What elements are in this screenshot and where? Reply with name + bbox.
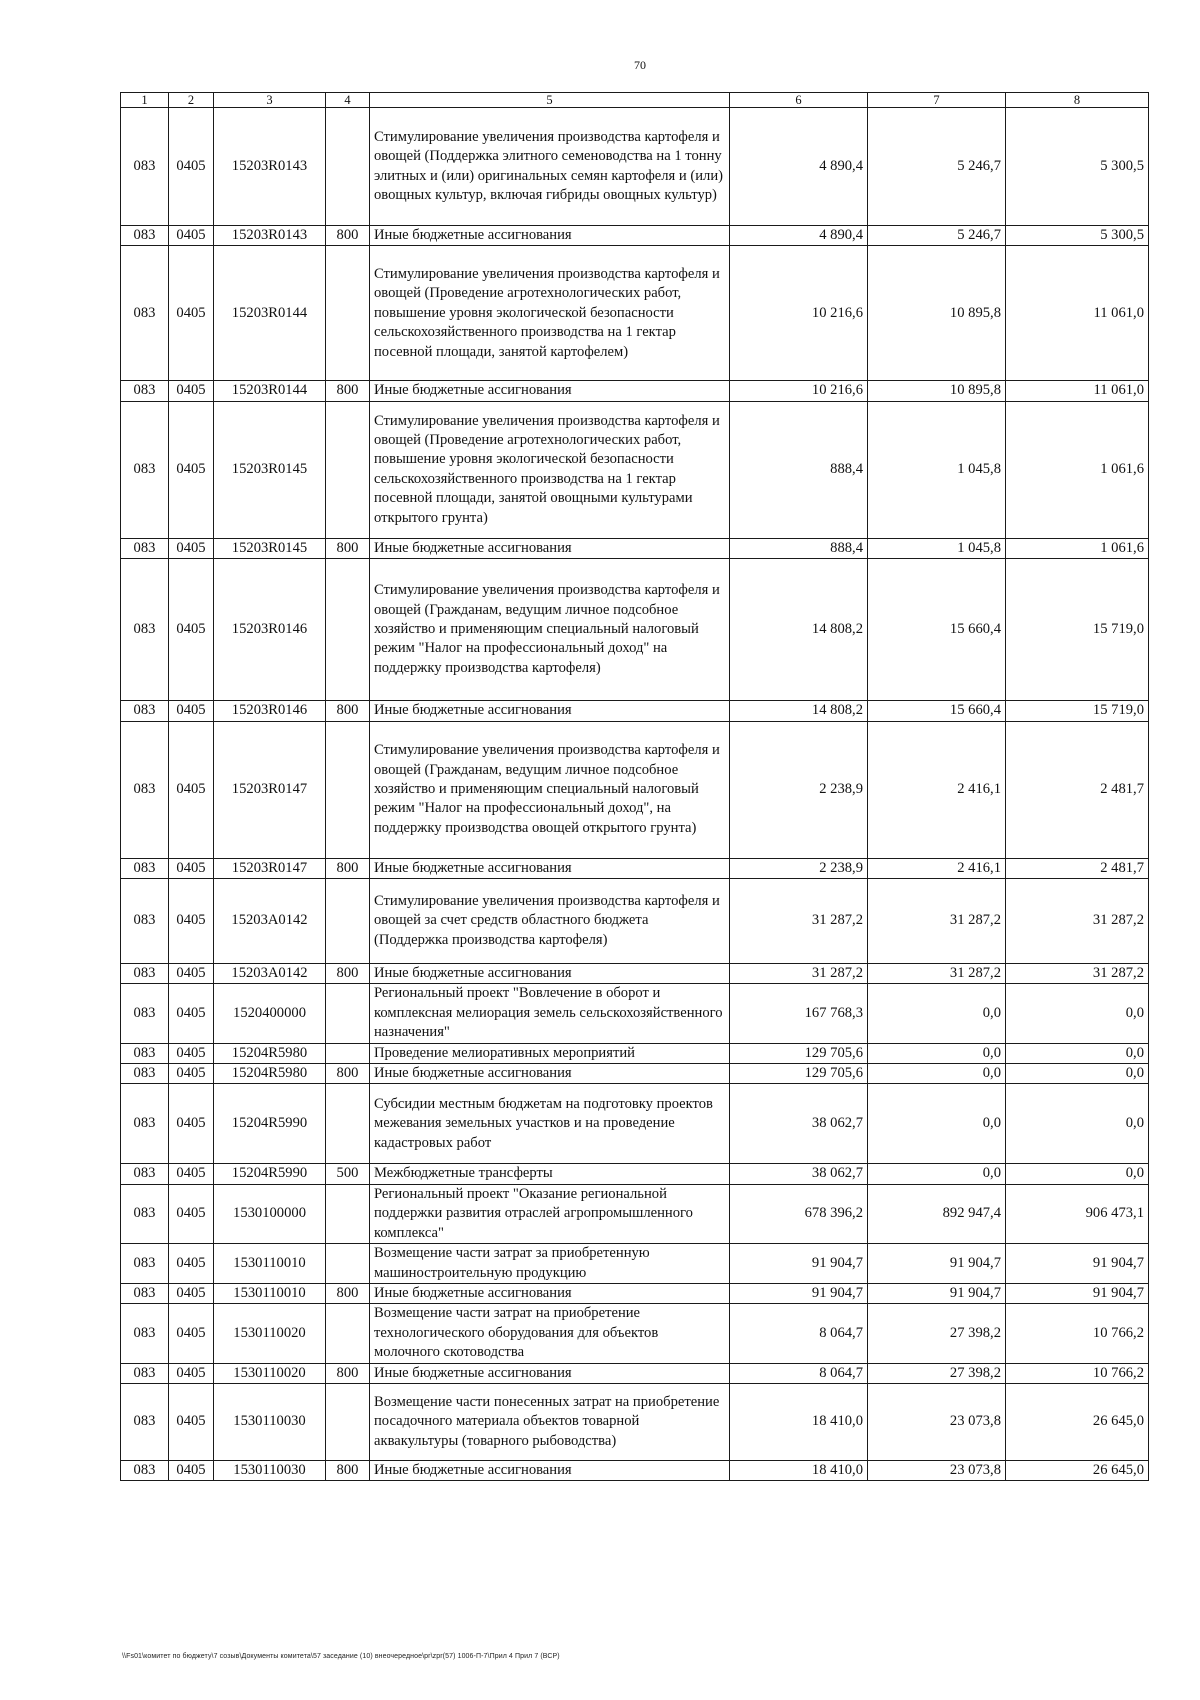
amount-year1-cell: 2 238,9 [730, 721, 868, 858]
expense-type-cell [326, 1244, 370, 1284]
amount-year1-cell: 888,4 [730, 538, 868, 558]
amount-year3-cell: 11 061,0 [1006, 246, 1149, 381]
admin-code-cell: 083 [121, 701, 169, 721]
description-cell: Иные бюджетные ассигнования [370, 964, 730, 984]
admin-code-cell: 083 [121, 401, 169, 538]
amount-year3-cell: 0,0 [1006, 1084, 1149, 1164]
description-cell: Стимулирование увеличения производства картофеля и овощей (Поддержка элитного семеноводства на 1 тонну элитных и (или) оригинальных семян картофеля и (или) овощных культур, включая гибриды овощных культур) [370, 108, 730, 226]
expense-type-cell: 500 [326, 1164, 370, 1184]
amount-year3-cell: 91 904,7 [1006, 1244, 1149, 1284]
admin-code-cell: 083 [121, 1164, 169, 1184]
target-article-cell: 1530110030 [214, 1460, 326, 1480]
expense-type-cell: 800 [326, 226, 370, 246]
description-cell: Региональный проект "Оказание региональной поддержки развития отраслей агропромышленного комплекса" [370, 1184, 730, 1243]
admin-code-cell: 083 [121, 538, 169, 558]
description-cell: Иные бюджетные ассигнования [370, 1064, 730, 1084]
admin-code-cell: 083 [121, 1084, 169, 1164]
description-cell: Региональный проект "Вовлечение в оборот и комплексная мелиорация земель сельскохозяйственного назначения" [370, 984, 730, 1043]
section-code-cell: 0405 [169, 559, 214, 701]
expense-type-cell [326, 1084, 370, 1164]
description-cell: Иные бюджетные ассигнования [370, 538, 730, 558]
target-article-cell: 15203R0145 [214, 538, 326, 558]
amount-year1-cell: 91 904,7 [730, 1283, 868, 1303]
description-cell: Возмещение части затрат на приобретение технологического оборудования для объектов молочного скотоводства [370, 1304, 730, 1363]
table-row [121, 1383, 1149, 1460]
section-code-cell: 0405 [169, 401, 214, 538]
description-cell: Стимулирование увеличения производства картофеля и овощей (Проведение агротехнологических работ, повышение уровня экологической безопасности сельскохозяйственного производства на 1 гектар посевной площади, занятой картофелем) [370, 246, 730, 381]
amount-year1-cell: 129 705,6 [730, 1043, 868, 1063]
table-row [121, 1244, 1149, 1284]
expense-type-cell [326, 879, 370, 964]
section-code-cell: 0405 [169, 1460, 214, 1480]
section-code-cell: 0405 [169, 1283, 214, 1303]
table-row [121, 226, 1149, 246]
expense-type-cell [326, 1043, 370, 1063]
amount-year1-cell: 31 287,2 [730, 964, 868, 984]
description-cell: Иные бюджетные ассигнования [370, 381, 730, 401]
section-code-cell: 0405 [169, 1244, 214, 1284]
amount-year2-cell: 10 895,8 [868, 246, 1006, 381]
expense-type-cell: 800 [326, 1460, 370, 1480]
amount-year1-cell: 18 410,0 [730, 1383, 868, 1460]
footer-file-path: \\Fs01\комитет по бюджету\7 созыв\Документы комитета\57 заседание (10) внеочередное\pr\zpr(57) 1006-П-7\Прил 4 Прил 7 (ВСР) [122, 1653, 560, 1660]
target-article-cell: 1530110030 [214, 1383, 326, 1460]
amount-year3-cell: 31 287,2 [1006, 879, 1149, 964]
amount-year1-cell: 91 904,7 [730, 1244, 868, 1284]
amount-year1-cell: 10 216,6 [730, 381, 868, 401]
description-cell: Стимулирование увеличения производства картофеля и овощей (Гражданам, ведущим личное подсобное хозяйство и применяющим специальный налоговый режим "Налог на профессиональный доход" на поддержку производства картофеля) [370, 559, 730, 701]
amount-year3-cell: 1 061,6 [1006, 401, 1149, 538]
table-row [121, 1460, 1149, 1480]
page-number: 70 [634, 58, 646, 72]
description-cell: Иные бюджетные ассигнования [370, 701, 730, 721]
description-cell: Иные бюджетные ассигнования [370, 1363, 730, 1383]
column-header: 2 [169, 93, 214, 108]
admin-code-cell: 083 [121, 1184, 169, 1243]
admin-code-cell: 083 [121, 1363, 169, 1383]
amount-year1-cell: 18 410,0 [730, 1460, 868, 1480]
expense-type-cell [326, 401, 370, 538]
amount-year1-cell: 2 238,9 [730, 858, 868, 878]
amount-year2-cell: 0,0 [868, 1064, 1006, 1084]
description-cell: Стимулирование увеличения производства картофеля и овощей за счет средств областного бюджета (Поддержка производства картофеля) [370, 879, 730, 964]
amount-year2-cell: 2 416,1 [868, 858, 1006, 878]
table-row [121, 858, 1149, 878]
description-cell: Субсидии местным бюджетам на подготовку проектов межевания земельных участков и на проведение кадастровых работ [370, 1084, 730, 1164]
expense-type-cell: 800 [326, 1283, 370, 1303]
expense-type-cell: 800 [326, 1363, 370, 1383]
description-cell: Возмещение части затрат за приобретенную машиностроительную продукцию [370, 1244, 730, 1284]
description-cell: Иные бюджетные ассигнования [370, 858, 730, 878]
target-article-cell: 1530110020 [214, 1363, 326, 1383]
section-code-cell: 0405 [169, 538, 214, 558]
target-article-cell: 15203R0146 [214, 701, 326, 721]
expense-type-cell [326, 246, 370, 381]
amount-year2-cell: 892 947,4 [868, 1184, 1006, 1243]
section-code-cell: 0405 [169, 1304, 214, 1363]
table-row [121, 1283, 1149, 1303]
target-article-cell: 1530110010 [214, 1283, 326, 1303]
table-row [121, 559, 1149, 701]
amount-year3-cell: 1 061,6 [1006, 538, 1149, 558]
expense-type-cell [326, 1304, 370, 1363]
target-article-cell: 15203R0147 [214, 721, 326, 858]
table-row [121, 1363, 1149, 1383]
expense-type-cell: 800 [326, 858, 370, 878]
section-code-cell: 0405 [169, 964, 214, 984]
table-row [121, 701, 1149, 721]
table-header-row [121, 93, 1149, 108]
amount-year3-cell: 5 300,5 [1006, 108, 1149, 226]
target-article-cell: 15203R0144 [214, 381, 326, 401]
amount-year2-cell: 0,0 [868, 1164, 1006, 1184]
column-header: 1 [121, 93, 169, 108]
amount-year1-cell: 129 705,6 [730, 1064, 868, 1084]
table-row [121, 964, 1149, 984]
target-article-cell: 15204R5990 [214, 1164, 326, 1184]
amount-year1-cell: 31 287,2 [730, 879, 868, 964]
amount-year2-cell: 23 073,8 [868, 1460, 1006, 1480]
target-article-cell: 15203R0143 [214, 108, 326, 226]
amount-year3-cell: 2 481,7 [1006, 858, 1149, 878]
budget-table [120, 92, 1149, 1481]
admin-code-cell: 083 [121, 1064, 169, 1084]
admin-code-cell: 083 [121, 559, 169, 701]
admin-code-cell: 083 [121, 226, 169, 246]
target-article-cell: 15203R0145 [214, 401, 326, 538]
table-row [121, 1164, 1149, 1184]
table-row [121, 1064, 1149, 1084]
target-article-cell: 15203A0142 [214, 964, 326, 984]
column-header: 7 [868, 93, 1006, 108]
admin-code-cell: 083 [121, 1304, 169, 1363]
section-code-cell: 0405 [169, 984, 214, 1043]
admin-code-cell: 083 [121, 1043, 169, 1063]
expense-type-cell [326, 1184, 370, 1243]
column-header: 3 [214, 93, 326, 108]
column-header: 5 [370, 93, 730, 108]
section-code-cell: 0405 [169, 701, 214, 721]
amount-year2-cell: 2 416,1 [868, 721, 1006, 858]
expense-type-cell: 800 [326, 381, 370, 401]
table-row [121, 984, 1149, 1043]
description-cell: Межбюджетные трансферты [370, 1164, 730, 1184]
target-article-cell: 15203R0144 [214, 246, 326, 381]
amount-year1-cell: 14 808,2 [730, 701, 868, 721]
amount-year1-cell: 167 768,3 [730, 984, 868, 1043]
section-code-cell: 0405 [169, 858, 214, 878]
description-cell: Иные бюджетные ассигнования [370, 1283, 730, 1303]
admin-code-cell: 083 [121, 1244, 169, 1284]
admin-code-cell: 083 [121, 964, 169, 984]
table-row [121, 879, 1149, 964]
target-article-cell: 15204R5990 [214, 1084, 326, 1164]
amount-year3-cell: 26 645,0 [1006, 1383, 1149, 1460]
table-row [121, 538, 1149, 558]
amount-year3-cell: 2 481,7 [1006, 721, 1149, 858]
admin-code-cell: 083 [121, 721, 169, 858]
table-row [121, 1304, 1149, 1363]
admin-code-cell: 083 [121, 1460, 169, 1480]
section-code-cell: 0405 [169, 1164, 214, 1184]
target-article-cell: 1530100000 [214, 1184, 326, 1243]
amount-year3-cell: 0,0 [1006, 1043, 1149, 1063]
expense-type-cell: 800 [326, 964, 370, 984]
section-code-cell: 0405 [169, 1383, 214, 1460]
admin-code-cell: 083 [121, 984, 169, 1043]
amount-year2-cell: 5 246,7 [868, 108, 1006, 226]
table-row [121, 1043, 1149, 1063]
admin-code-cell: 083 [121, 1283, 169, 1303]
amount-year1-cell: 8 064,7 [730, 1304, 868, 1363]
amount-year2-cell: 27 398,2 [868, 1304, 1006, 1363]
amount-year2-cell: 5 246,7 [868, 226, 1006, 246]
section-code-cell: 0405 [169, 1084, 214, 1164]
column-header: 6 [730, 93, 868, 108]
amount-year3-cell: 0,0 [1006, 984, 1149, 1043]
amount-year1-cell: 14 808,2 [730, 559, 868, 701]
target-article-cell: 15204R5980 [214, 1064, 326, 1084]
amount-year3-cell: 906 473,1 [1006, 1184, 1149, 1243]
amount-year1-cell: 8 064,7 [730, 1363, 868, 1383]
section-code-cell: 0405 [169, 108, 214, 226]
table-row [121, 1184, 1149, 1243]
description-cell: Возмещение части понесенных затрат на приобретение посадочного материала объектов товарной аквакультуры (товарного рыбоводства) [370, 1383, 730, 1460]
expense-type-cell [326, 984, 370, 1043]
section-code-cell: 0405 [169, 1064, 214, 1084]
description-cell: Стимулирование увеличения производства картофеля и овощей (Гражданам, ведущим личное подсобное хозяйство и применяющим специальный налоговый режим "Налог на профессиональный доход", на поддержку производства овощей открытого грунта) [370, 721, 730, 858]
expense-type-cell [326, 108, 370, 226]
section-code-cell: 0405 [169, 1363, 214, 1383]
target-article-cell: 15203R0147 [214, 858, 326, 878]
amount-year2-cell: 1 045,8 [868, 538, 1006, 558]
amount-year3-cell: 26 645,0 [1006, 1460, 1149, 1480]
amount-year3-cell: 10 766,2 [1006, 1363, 1149, 1383]
table-row [121, 721, 1149, 858]
amount-year1-cell: 888,4 [730, 401, 868, 538]
expense-type-cell: 800 [326, 701, 370, 721]
amount-year2-cell: 0,0 [868, 1084, 1006, 1164]
amount-year2-cell: 91 904,7 [868, 1244, 1006, 1284]
amount-year1-cell: 38 062,7 [730, 1084, 868, 1164]
column-header: 4 [326, 93, 370, 108]
table-body [121, 93, 1149, 1481]
table-row [121, 401, 1149, 538]
section-code-cell: 0405 [169, 381, 214, 401]
amount-year3-cell: 0,0 [1006, 1164, 1149, 1184]
amount-year2-cell: 91 904,7 [868, 1283, 1006, 1303]
target-article-cell: 1530110020 [214, 1304, 326, 1363]
expense-type-cell [326, 1383, 370, 1460]
amount-year3-cell: 31 287,2 [1006, 964, 1149, 984]
target-article-cell: 15203R0143 [214, 226, 326, 246]
target-article-cell: 15204R5980 [214, 1043, 326, 1063]
target-article-cell: 1520400000 [214, 984, 326, 1043]
amount-year2-cell: 1 045,8 [868, 401, 1006, 538]
admin-code-cell: 083 [121, 246, 169, 381]
section-code-cell: 0405 [169, 721, 214, 858]
section-code-cell: 0405 [169, 1043, 214, 1063]
amount-year2-cell: 10 895,8 [868, 381, 1006, 401]
section-code-cell: 0405 [169, 246, 214, 381]
amount-year2-cell: 31 287,2 [868, 964, 1006, 984]
description-cell: Иные бюджетные ассигнования [370, 1460, 730, 1480]
section-code-cell: 0405 [169, 879, 214, 964]
target-article-cell: 15203R0146 [214, 559, 326, 701]
description-cell: Стимулирование увеличения производства картофеля и овощей (Проведение агротехнологических работ, повышение уровня экологической безопасности сельскохозяйственного производства на 1 гектар посевной площади, занятой овощными культурами открытого грунта) [370, 401, 730, 538]
column-header: 8 [1006, 93, 1149, 108]
amount-year3-cell: 15 719,0 [1006, 559, 1149, 701]
amount-year2-cell: 23 073,8 [868, 1383, 1006, 1460]
target-article-cell: 1530110010 [214, 1244, 326, 1284]
table-row [121, 1084, 1149, 1164]
admin-code-cell: 083 [121, 858, 169, 878]
amount-year3-cell: 0,0 [1006, 1064, 1149, 1084]
amount-year2-cell: 31 287,2 [868, 879, 1006, 964]
amount-year1-cell: 678 396,2 [730, 1184, 868, 1243]
amount-year1-cell: 10 216,6 [730, 246, 868, 381]
expense-type-cell: 800 [326, 1064, 370, 1084]
amount-year2-cell: 0,0 [868, 1043, 1006, 1063]
amount-year3-cell: 10 766,2 [1006, 1304, 1149, 1363]
target-article-cell: 15203A0142 [214, 879, 326, 964]
table-row [121, 108, 1149, 226]
amount-year3-cell: 15 719,0 [1006, 701, 1149, 721]
description-cell: Иные бюджетные ассигнования [370, 226, 730, 246]
admin-code-cell: 083 [121, 1383, 169, 1460]
amount-year3-cell: 11 061,0 [1006, 381, 1149, 401]
amount-year2-cell: 0,0 [868, 984, 1006, 1043]
section-code-cell: 0405 [169, 1184, 214, 1243]
amount-year2-cell: 15 660,4 [868, 701, 1006, 721]
amount-year2-cell: 27 398,2 [868, 1363, 1006, 1383]
amount-year1-cell: 38 062,7 [730, 1164, 868, 1184]
amount-year2-cell: 15 660,4 [868, 559, 1006, 701]
amount-year1-cell: 4 890,4 [730, 226, 868, 246]
expense-type-cell: 800 [326, 538, 370, 558]
admin-code-cell: 083 [121, 381, 169, 401]
admin-code-cell: 083 [121, 879, 169, 964]
admin-code-cell: 083 [121, 108, 169, 226]
amount-year1-cell: 4 890,4 [730, 108, 868, 226]
table-row [121, 381, 1149, 401]
description-cell: Проведение мелиоративных мероприятий [370, 1043, 730, 1063]
expense-type-cell [326, 559, 370, 701]
amount-year3-cell: 5 300,5 [1006, 226, 1149, 246]
expense-type-cell [326, 721, 370, 858]
section-code-cell: 0405 [169, 226, 214, 246]
table-row [121, 246, 1149, 381]
amount-year3-cell: 91 904,7 [1006, 1283, 1149, 1303]
